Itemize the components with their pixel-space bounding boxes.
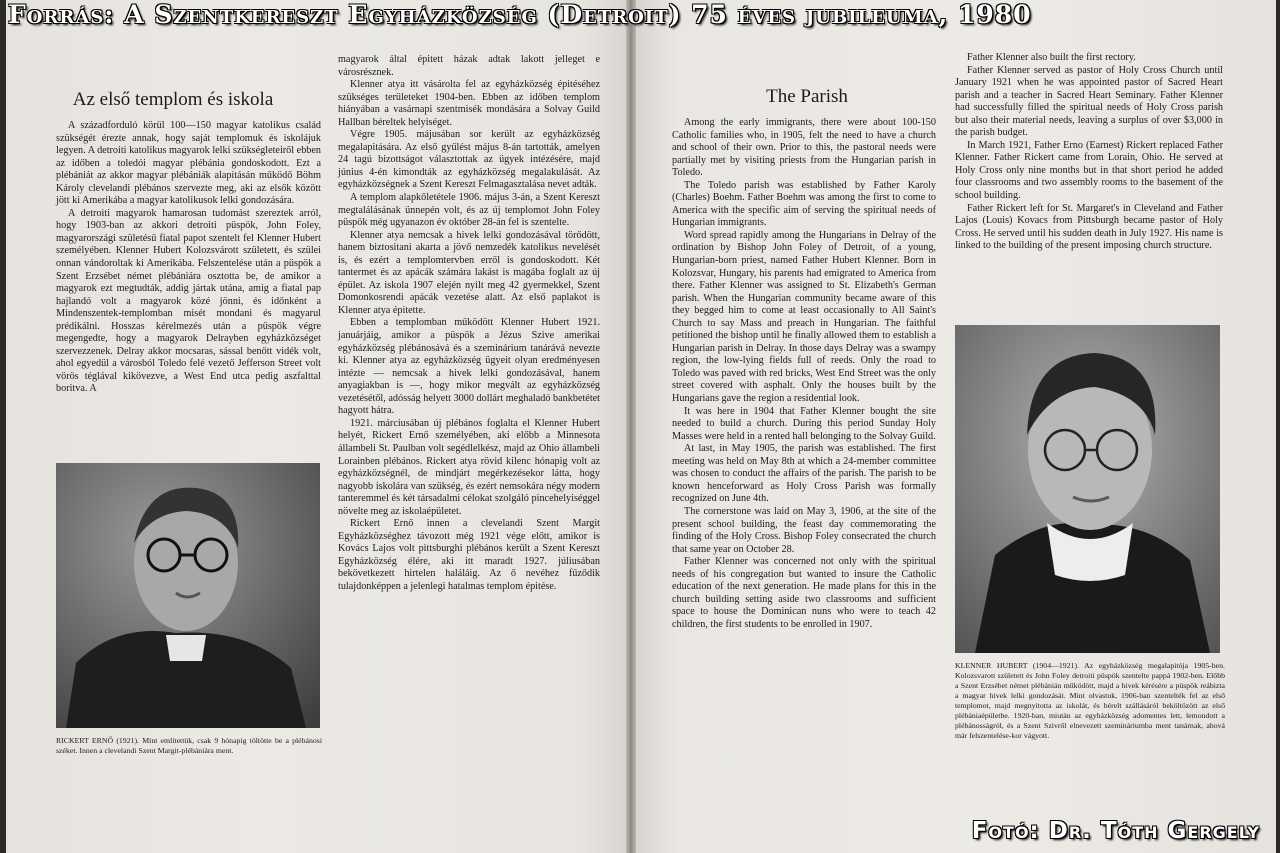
- paragraph: Klenner atya itt vásárolta fel az egyházközség épitéséhez szükséges területeket 1904-ben. Ebben az időben templom hiányában a vasárnapi szentmisék mondására a Solvay Guild Hallban béreltek helyiséget.: [338, 79, 600, 128]
- paragraph: Among the early immigrants, there were about 100-150 Catholic families who, in 1905, felt the need to have a church and school of their own. Prior to this, the pastoral needs were partially met by visiting priests from the Hungarian parish in Toledo.: [672, 117, 936, 179]
- paragraph: A templom alapkőletétele 1906. május 3-án, a Szent Kereszt megtalálásának ünnepén volt, és az új templomot John Foley püspök még ugyanazon év október 28-án fel is szentelte.: [338, 192, 600, 229]
- paragraph: Father Rickert left for St. Margaret's in Cleveland and Father Lajos (Louis) Kovacs from Pittsburgh became pastor of Holy Cross. He served until his sudden death in July 1927. His name is linked to the building of the present imposing church structure.: [955, 202, 1223, 252]
- right-column-2: [955, 52, 1223, 253]
- book-gutter: [626, 0, 636, 853]
- paragraph: At last, in May 1905, the parish was established. The first meeting was held on May 8th at which a 24-member committee was chosen to conduct the affairs of the parish. The parish to be known henceforward as Holy Cross Parish was formally recognized on June 4th.: [672, 443, 936, 505]
- paragraph: It was here in 1904 that Father Klenner bought the site needed to build a church. During this period Sunday Holy Masses were held in a rented hall belonging to the Solvay Guild.: [672, 405, 936, 442]
- paragraph: Rickert Ernő innen a clevelandi Szent Margit Egyházközséghez távozott még 1921 vége előtt, amikor is Kovács Lajos volt pittsburghi plébános került a Szent Kereszt Egyházközség élére, aki itt maradt 1927. júliusában bekövetkezett hirtelen haláláig. Az ő nevéhez fűződik tulajdonképpen a jelenlegi hatalmas templom épitése.: [338, 518, 600, 592]
- photo-credit: Fotó: Dr. Tóth Gergely: [971, 818, 1260, 844]
- paragraph: Végre 1905. májusában sor került az egyházközség megalapitására. Az első gyűlést május 8-án tartották, amelyen 24 tagú bizottságot választottak az ügyek intézésére, majd június 4-én kimondták az egyházközség megalakulását. Az egyházközségnek a Szent Kereszt Felmagasztalása nevet adták.: [338, 129, 600, 191]
- portrait-illustration-icon: [56, 463, 320, 728]
- paragraph: The cornerstone was laid on May 3, 1906, at the site of the present school building, the feast day commemorating the finding of the Holy Cross. Bishop Foley consecrated the church that same year on October 28.: [672, 505, 936, 555]
- left-column-2: [338, 54, 600, 594]
- paragraph: Klenner atya nemcsak a hivek lelki gondozásával törődött, hanem biztositani akarta a jövő nemzedék katolikus nevelését is, és ezért a templomtervben erről is gondoskodott. Két tantermet és az apácák számára lakást is magába foglalt az új épület. Az iskola 1907 elején nyilt meg 42 gyermekkel, Szent Domonkosrendi apácák vezetése alatt. Az első paplakot is Klenner atya épitette.: [338, 229, 600, 316]
- paragraph: In March 1921, Father Erno (Earnest) Rickert replaced Father Klenner. Father Rickert came from Lorain, Ohio. He served at Holy Cross only nine months but in that short period he added four classrooms and two assembly rooms to the basement of the school building.: [955, 139, 1223, 202]
- left-heading: Az első templom és iskola: [72, 89, 274, 110]
- right-photo-caption: KLENNER HUBERT (1904—1921). Az egyházközség megalapitója 1905-ben. Kolozsvarott született és John Foley detroiti püspök szentelte pappá 1902-ben. Előbb a Szent Erzsébet német plébánián működött, majd a hivek kérésére a püspök reábizta a magyar hivek lelki gondozását. Mint olvastuk, 1906-ban szentelték fel az első templomot, majd megnyitotta az iskolát, és bérelt szállásáról beköltözött az első plébániaépületbe. 1920-ban, miután az egyházközség adomentes lett, lemondott a plébánosságról, és a Szent Szivről elnevezett szemináriumba ment tanárnak, ahová már felszentelése-kor vágyott.: [955, 661, 1225, 740]
- paragraph: Ebben a templomban működött Klenner Hubert 1921. januárjáig, amikor a püspök a Jézus Szive amerikai egyházközség plébánosává és a szeminárium tanárává nevezte ki. Klenner atya az egyházközség ügyeit olyan eredményesen intézte — nemcsak a hivek lelki gondozásával, hanem anyagiakban is —, hogy mikor megvált az egyházközség vezetésétől, adósság helyett 3000 dollárt meghaladó bankbetétet hagyott hátra.: [338, 317, 600, 417]
- paragraph: Word spread rapidly among the Hungarians in Delray of the ordination by Bishop John Foley of Detroit, of a young, Hungarian-born priest, named Father Hubert Klenner. Born in Kolozsvar, Hungary, his parents had emigrated to America from there. Father Klenner was assigned to St. Elizabeth's German parish. When the Hungarian community became aware of this they begged him to come at least occasionally to All Saint's Church to say Mass and preach in Hungarian. The faithful petitioned the bishop until he finally allowed them to establish a Hungarian parish in Delray. In those days Delray was a swampy region, the low-lying fields full of reeds. Only the road to Toledo was paved with red bricks, West End Street was the only street covered with asphalt. Only the houses built by the Hungarians gave the region a residential look.: [672, 229, 936, 405]
- paragraph: Father Klenner was concerned not only with the spiritual needs of his congregation but wanted to insure the Catholic education of the next generation. He made plans for this in the church building setting aside two classrooms and sufficient space to house the Dominican nuns who were to teach 42 children, the first students to be enrolled in 1907.: [672, 556, 936, 630]
- right-column-1: [672, 117, 936, 631]
- paragraph: A detroiti magyarok hamarosan tudomást szereztek arról, hogy 1903-ban az akkori detroiti püspök, John Foley, magyarországi születésű fiatal papot szentelt fel Klenner Hubert személyében. Klenner Hubert Kolozsvárott született, és szülei onnan vándoroltak ki Amerikába. Felszentelése után a püspök a Szent Erzsébet német plébániára osztotta be, de amikor a magyarok ezt megtudták, addig jártak utána, amig a fiatal pap hajlandó volt a magyarok közé jönni, és időnként a Mindenszentek-templomban misét mondani és magyarul prédikálni. Hosszas kérelmezés után a püspök végre megengedte, hogy a magyarok Delrayben egyházközséget szervezzenek. Delray akkor mocsaras, sással benőtt vidék volt, ahol egyedül a városból Toledo felé vezető Jefferson Street volt vörös téglával kikövezve, a West End utca pedig aszfalttal boritva. A: [56, 207, 321, 395]
- paragraph: Father Klenner also built the first rectory.: [967, 52, 1136, 63]
- source-banner: Forrás: A Szentkereszt Egyházközség (Detroit) 75 éves jubileuma, 1980: [8, 0, 1032, 29]
- paragraph: Father Klenner served as pastor of Holy Cross Church until January 1921 when he was appointed pastor of Sacred Heart parish and a teacher in Sacred Heart Seminary. Father Klenner had successfully filled the spiritual needs of Holy Cross parish but also their material needs, leaving a surplus of over $3,000 in the parish budget.: [955, 64, 1223, 139]
- paragraph: 1921. márciusában új plébános foglalta el Klenner Hubert helyét, Rickert Ernő személyében, aki előbb a Minnesota állambeli St. Paulban volt segédlelkész, majd az Ohio állambeli Lorainben plébános. Rickert atya rövid kilenc hónapig volt az egyházközségnél, de mindjárt megérkezésekor látta, hogy nagyobb iskolára van szükség, és ezért nemsokára négy modern tanteremmel és két társadalmi célokat szolgáló pincehelyiséggel növelte meg az iskolaépületet.: [338, 417, 600, 517]
- right-heading: The Parish: [766, 86, 848, 107]
- portrait-photo-klenner: [955, 325, 1220, 653]
- paragraph: A századforduló körül 100—150 magyar katolikus család szükségét érezte annak, hogy saját templomuk és iskolájuk legyen. A detroiti katolikus magyarok lelki szükségleteiről ebben az időben a toledói magyar plébánia gondoskodott. Ezt a plébániát az akkor magyar plébániák alapításán működő Böhm Károly clevelandi plébános szervezte meg, aki az elsők között jött ki Amerikába a magyar katolikusok lelki gondozására.: [56, 120, 321, 207]
- portrait-illustration-icon: [955, 325, 1220, 653]
- left-column-1: [56, 120, 321, 396]
- paragraph: magyarok által épitett házak adtak lakott jelleget e városrésznek.: [338, 54, 600, 78]
- portrait-photo-rickert: [56, 463, 320, 728]
- paragraph: The Toledo parish was established by Father Karoly (Charles) Boehm. Father Boehm was among the first to come to America with the specific aim of serving the spiritual needs of Hungarian immigrants.: [672, 179, 936, 229]
- left-photo-caption: RICKERT ERNŐ (1921). Mint emlitettük, csak 9 hónapig töltötte be a plébánosi széket. Innen a clevelandi Szent Margit-plébániára ment.: [56, 736, 322, 755]
